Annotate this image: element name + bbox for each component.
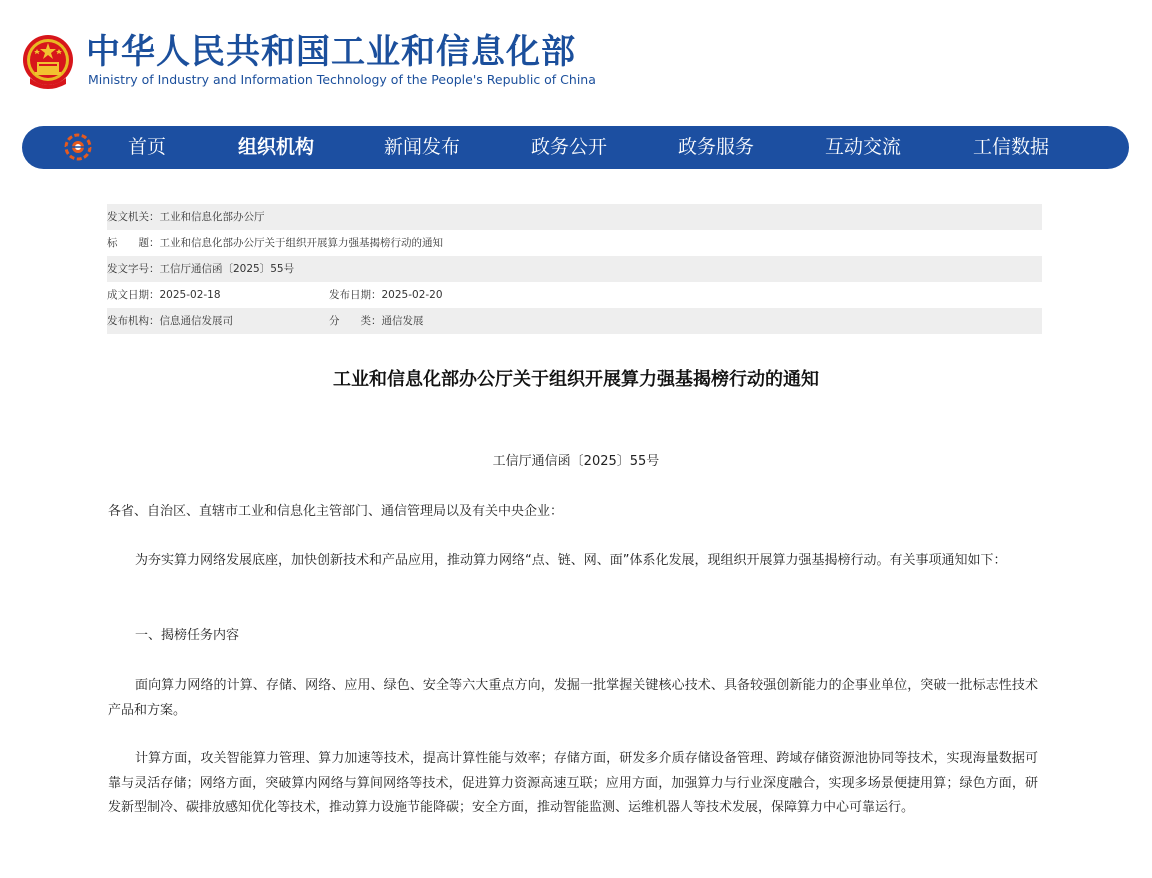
meta-title: 标 题：工业和信息化部办公厅关于组织开展算力强基揭榜行动的通知 [107, 237, 443, 249]
meta-category: 分 类：通信发展 [329, 315, 424, 327]
national-emblem-icon[interactable] [22, 34, 74, 90]
article-intro: 为夯实算力网络发展底座，加快创新技术和产品应用，推动算力网络“点、链、网、面”体系化发展，现组织开展算力强基揭榜行动。有关事项通知如下： [135, 553, 1007, 568]
nav-organization[interactable]: 组织机构 [238, 136, 315, 158]
site-header [0, 0, 1152, 120]
meta-row-title [107, 230, 1042, 256]
site-logo-icon[interactable] [64, 133, 92, 161]
document-meta-table [107, 204, 1042, 334]
nav-news[interactable]: 新闻发布 [384, 136, 461, 158]
site-title-cn[interactable]: 中华人民共和国工业和信息化部 [86, 32, 576, 72]
nav-gov-affairs[interactable]: 政务公开 [531, 136, 608, 158]
article-paragraph-1: 面向算力网络的计算、存储、网络、应用、绿色、安全等六大重点方向，发掘一批掌握关键核心技术、具备较强创新能力的企事业单位，突破一批标志性技术产品和方案。 [108, 678, 1038, 718]
article-salutation: 各省、自治区、直辖市工业和信息化主管部门、通信管理局以及有关中央企业： [108, 504, 564, 519]
meta-row-issuer [107, 204, 1042, 230]
meta-doc-no: 发文字号：工信厅通信函〔2025〕55号 [107, 263, 295, 275]
meta-issuer: 发文机关：工业和信息化部办公厅 [107, 211, 265, 223]
nav-home[interactable]: 首页 [128, 136, 167, 158]
meta-row-agency [107, 308, 1042, 334]
meta-created-date: 成文日期：2025-02-18 [107, 289, 221, 301]
meta-published-date: 发布日期：2025-02-20 [329, 289, 443, 301]
main-nav [22, 126, 1129, 169]
article-title: 工业和信息化部办公厅关于组织开展算力强基揭榜行动的通知 [333, 369, 819, 390]
meta-row-dates [107, 282, 1042, 308]
nav-gov-services[interactable]: 政务服务 [678, 136, 755, 158]
meta-row-docno [107, 256, 1042, 282]
nav-interaction[interactable]: 互动交流 [825, 136, 902, 158]
nav-data[interactable]: 工信数据 [973, 136, 1050, 158]
meta-agency: 发布机构：信息通信发展司 [107, 315, 233, 327]
article-section-heading: 一、揭榜任务内容 [135, 628, 240, 643]
article-doc-no: 工信厅通信函〔2025〕55号 [492, 454, 660, 469]
article-paragraph-2: 计算方面，攻关智能算力管理、算力加速等技术，提高计算性能与效率；存储方面，研发多介质存储设备管理、跨域存储资源池协同等技术，实现海量数据可靠与灵活存储；网络方面，突破算内网络与算间网络等技术，促进算力资源高速互联；应用方面，加强算力与行业深度融合，实现多场景便捷用算；绿色方面，研发新型制冷、碳排放感知优化等技术，推动算力设施节能降碳；安全方面，推动智能监测、运维机器人等技术发展，保障算力中心可靠运行。 [108, 751, 1038, 815]
site-title-en[interactable]: Ministry of Industry and Information Technology of the People's Republic of China [88, 72, 596, 87]
